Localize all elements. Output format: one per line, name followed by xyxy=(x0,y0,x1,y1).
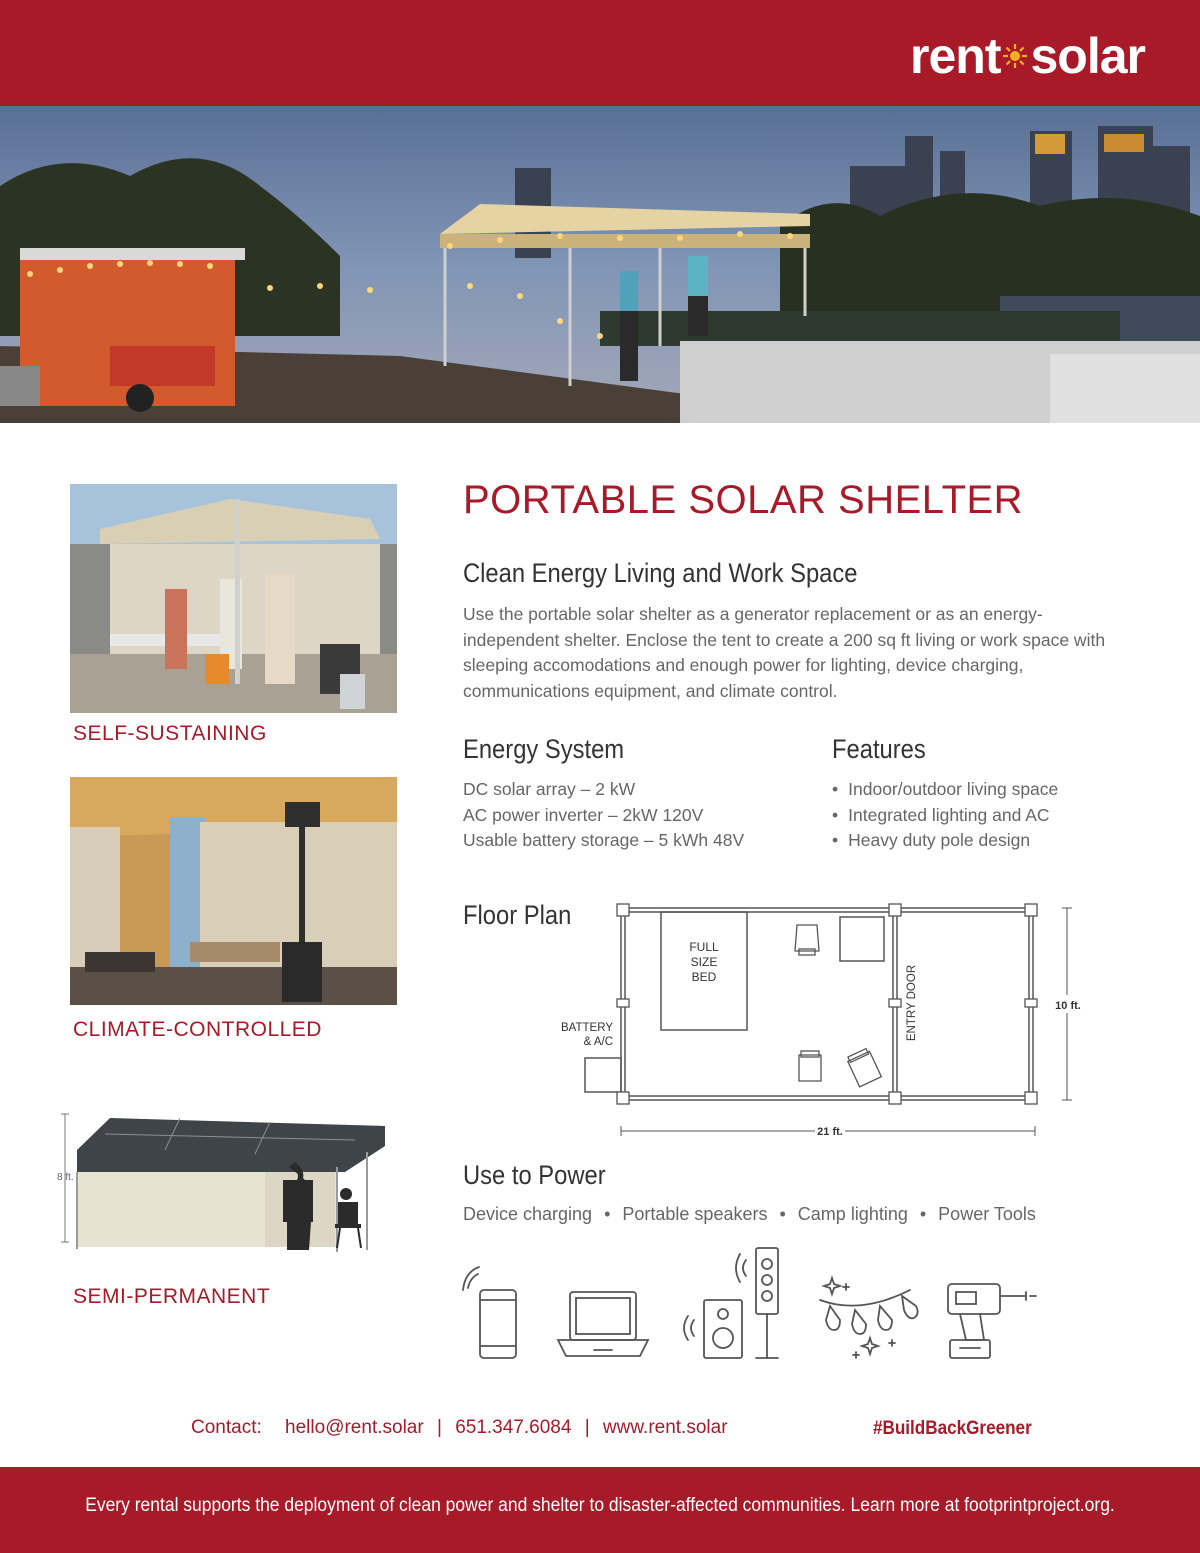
feature-item: • Indoor/outdoor living space xyxy=(832,777,1058,803)
door-label: ENTRY DOOR xyxy=(906,964,918,1042)
speakers-icon xyxy=(684,1248,778,1358)
battery-label-line2: & A/C xyxy=(583,1036,613,1048)
floor-plan-diagram xyxy=(555,895,1095,1145)
brand-logo[interactable] xyxy=(910,28,1145,84)
energy-item: DC solar array – 2 kW xyxy=(463,779,636,799)
use-to-power-heading: Use to Power xyxy=(463,1160,606,1190)
hashtag: #BuildBackGreener xyxy=(873,1418,1032,1439)
phone-icon xyxy=(463,1267,516,1358)
brand-name-left: rent xyxy=(910,28,1001,84)
footer-text: Every rental supports the deployment of clean power and shelter to disaster-affected communities. Learn more at footprintproject.org. xyxy=(85,1495,1115,1516)
photo-self-sustaining xyxy=(70,484,397,713)
use-item-portable-speakers: Portable speakers xyxy=(622,1204,768,1224)
bed-label-line1: FULL xyxy=(689,940,719,954)
floor-plan-heading: Floor Plan xyxy=(463,900,572,930)
features-list xyxy=(832,777,1058,854)
caption-semi-permanent: SEMI-PERMANENT xyxy=(73,1285,271,1308)
use-to-power-list: Device charging • Portable speakers • Camp lighting • Power Tools xyxy=(463,1204,1036,1224)
intro-text: Use the portable solar shelter as a generator replacement or as an energy-independent shelter. Enclose the tent to create a 200 sq ft living or work space with sleeping accomodations and enough power for lighting, device charging, communications equipment, and climate control. xyxy=(463,604,1106,701)
footer-bar xyxy=(0,1467,1200,1553)
contact-website[interactable]: www.rent.solar xyxy=(602,1417,728,1438)
contact-label: Contact: xyxy=(191,1417,262,1438)
contact-phone[interactable]: 651.347.6084 xyxy=(455,1417,572,1438)
feature-item: • Heavy duty pole design xyxy=(832,828,1058,854)
contact-email[interactable]: hello@rent.solar xyxy=(285,1417,424,1438)
hero-photo xyxy=(0,106,1200,423)
sun-icon xyxy=(1002,43,1028,69)
battery-label-line1: BATTERY xyxy=(561,1022,613,1034)
caption-climate-controlled: CLIMATE-CONTROLLED xyxy=(73,1018,322,1041)
page-title: PORTABLE SOLAR SHELTER xyxy=(463,478,1024,522)
laptop-icon xyxy=(558,1292,648,1356)
contact-separator: | xyxy=(584,1417,590,1438)
render-height-label: 8 ft. xyxy=(57,1172,74,1183)
shelter-render xyxy=(55,1112,405,1262)
use-item-camp-lighting: Camp lighting xyxy=(797,1204,908,1224)
photo-climate-controlled xyxy=(70,777,397,1005)
caption-self-sustaining: SELF-SUSTAINING xyxy=(73,722,267,745)
string-lights-icon xyxy=(820,1278,918,1358)
use-item-power-tools: Power Tools xyxy=(938,1204,1036,1224)
brand-name-right: solar xyxy=(1030,28,1145,84)
power-icons xyxy=(460,1240,1050,1365)
drill-icon xyxy=(948,1284,1036,1358)
header-bar xyxy=(0,0,1200,106)
energy-item: AC power inverter – 2kW 120V xyxy=(463,804,704,825)
energy-item: Usable battery storage – 5 kWh 48V xyxy=(463,830,745,850)
depth-label: 10 ft. xyxy=(1055,1000,1081,1012)
contact-separator: | xyxy=(436,1417,442,1438)
energy-list xyxy=(463,777,744,854)
feature-item: • Integrated lighting and AC xyxy=(832,803,1058,829)
use-item-device-charging: Device charging xyxy=(463,1204,593,1224)
intro-heading: Clean Energy Living and Work Space xyxy=(463,558,858,588)
bed-label-line2: SIZE xyxy=(690,955,718,969)
energy-heading: Energy System xyxy=(463,734,625,764)
features-heading: Features xyxy=(832,734,926,764)
width-label: 21 ft. xyxy=(817,1126,843,1138)
bed-label-line3: BED xyxy=(691,970,717,984)
